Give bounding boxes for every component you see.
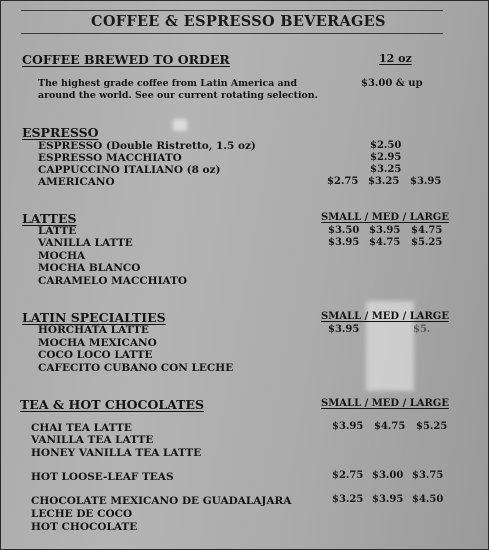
menu-item-name: ESPRESSO MACCHIATO [38,152,182,164]
menu-item-name: LATTE [38,225,77,237]
menu-item-price-med: $3.95 [369,225,401,236]
brewed-size-label: 12 oz [379,52,412,65]
menu-item-name: MOCHA [38,250,86,262]
menu-item-price-small: $2.75 [327,176,359,187]
menu-item-name: COCO LOCO LATTE [38,349,153,361]
menu-item-name: VANILLA LATTE [38,237,133,249]
menu-item-name: VANILLA TEA LATTE [31,434,154,446]
menu-item-name: MOCHA MEXICANO [38,337,157,349]
menu-item-name: AMERICANO [38,176,115,188]
menu-item-price-large: $5. [413,324,431,335]
menu-item-price-med: $3.00 [372,470,404,481]
brewed-price: $3.00 & up [361,78,423,89]
page-title: COFFEE & ESPRESSO BEVERAGES [91,13,386,30]
section-heading-espresso: ESPRESSO [22,125,99,140]
section-heading-latin: LATIN SPECIALTIES [22,310,166,325]
menu-item-name: HONEY VANILLA TEA LATTE [31,447,202,459]
section-heading-brewed: COFFEE BREWED TO ORDER [22,52,230,67]
menu-item-name: LECHE DE COCO [31,508,133,520]
menu-item-price-small: $3.95 [328,237,360,248]
menu-item-name: CAFECITO CUBANO CON LECHE [38,362,234,374]
menu-item-price-med: $4.75 [374,421,406,432]
menu-item-name: CHAI TEA LATTE [31,422,132,434]
menu-item-price-large: $4.50 [412,494,444,505]
menu-item-price-med: $3.95 [372,494,404,505]
menu-item-price-large: $5.25 [411,237,443,248]
menu-item-name: ESPRESSO (Double Ristretto, 1.5 oz) [38,140,256,152]
brewed-description-line2: around the world. See our current rotating selection. [38,90,318,101]
title-bottom-rule [21,33,443,34]
menu-item-price-small: $3.50 [328,225,360,236]
menu-item-price-med: $3.25 [368,176,400,187]
menu-item-price: $2.95 [370,152,402,163]
menu-item-price-small: $3.25 [332,494,364,505]
menu-item-name: HOT LOOSE-LEAF TEAS [31,471,174,483]
menu-item-name: HOT CHOCOLATE [31,521,138,533]
size-header-lattes: SMALL / MED / LARGE [321,212,449,223]
menu-item-price: $3.25 [370,164,402,175]
size-header-tea: SMALL / MED / LARGE [321,398,449,409]
menu-item-price-large: $3.75 [412,470,444,481]
size-header-latin: SMALL / MED / LARGE [321,311,449,322]
menu-item-price-large: $4.75 [411,225,443,236]
menu-item-price-small: $3.95 [332,421,364,432]
menu-item-name: CARAMELO MACCHIATO [38,275,188,287]
brewed-description-line1: The highest grade coffee from Latin America and [38,78,298,89]
menu-item-price-small: $2.75 [332,470,364,481]
menu-item-name: MOCHA BLANCO [38,262,141,274]
title-top-rule [21,10,443,11]
section-heading-lattes: LATTES [22,211,77,226]
menu-item-price: $2.50 [370,140,402,151]
menu-item-price-small: $3.95 [328,324,360,335]
section-heading-tea: TEA & HOT CHOCOLATES [20,397,205,412]
menu-item-name: CAPPUCCINO ITALIANO (8 oz) [38,164,221,176]
menu-item-price-large: $3.95 [410,176,442,187]
glare-reflection [173,119,187,131]
menu-item-name: HORCHATA LATTE [38,324,149,336]
menu-item-price-med: $4.75 [369,237,401,248]
menu-item-name: CHOCOLATE MEXICANO DE GUADALAJARA [31,495,292,507]
menu-item-price-large: $5.25 [416,421,448,432]
